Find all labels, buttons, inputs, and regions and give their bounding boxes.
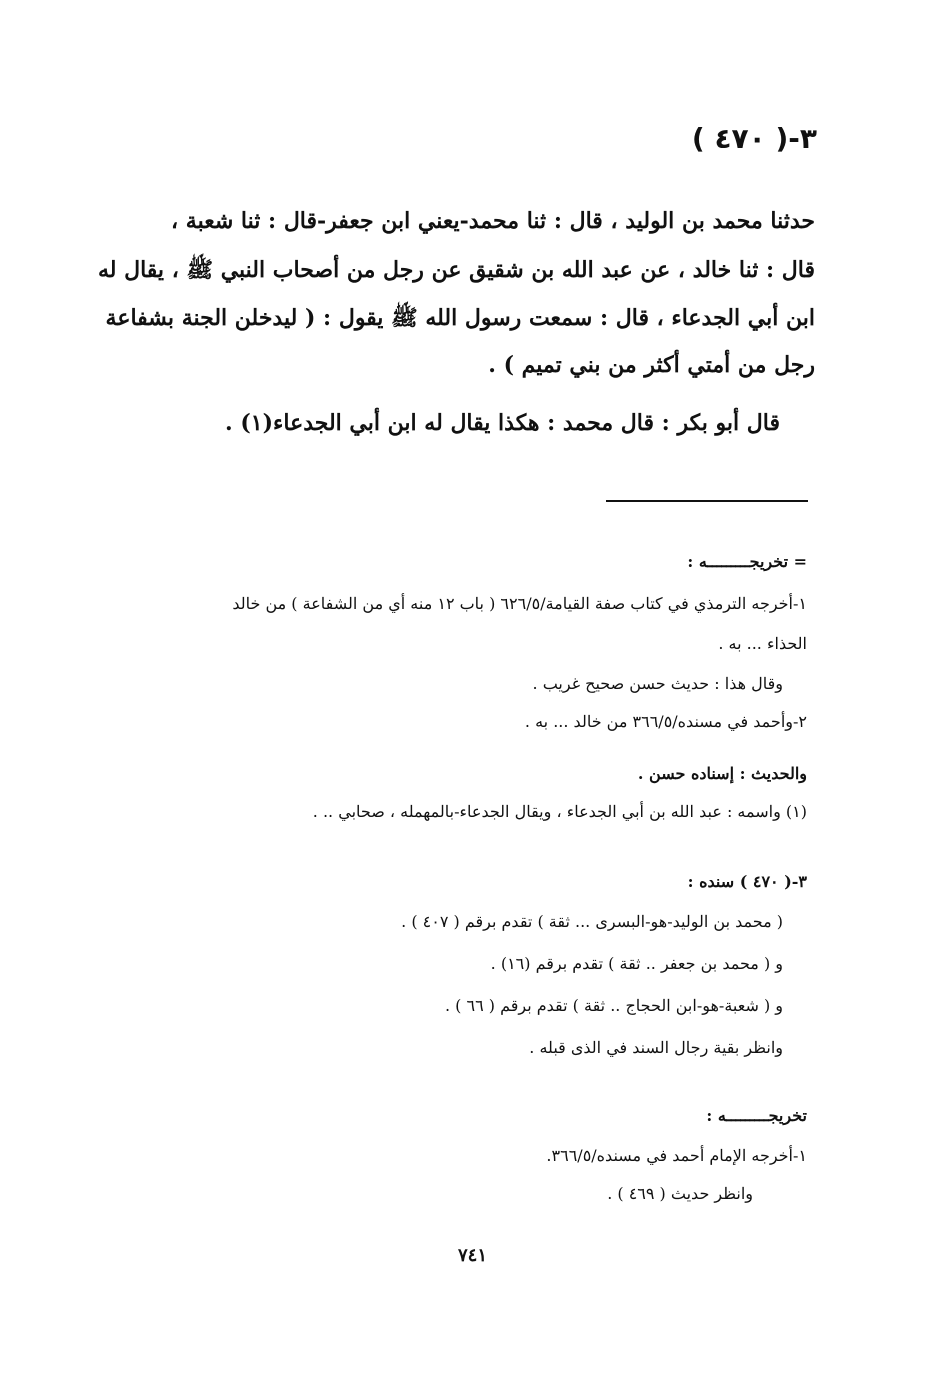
sanad-item-3: و ( شعبة-هو-ابن الحجاج .. ثقة ) تقدم برقم ( ٦٦ ) . <box>444 996 783 1015</box>
takhrij-item-1: ١-أخرجه الترمذي في كتاب صفة القيامة/٦٢٦/٥ ( باب ١٢ منه أي من الشفاعة ) من خالد <box>232 594 807 613</box>
takhrij-item-1-cont: الحذاء ... به . <box>718 634 807 653</box>
takhrij-2-item-1: ١-أخرجه الإمام أحمد في مسنده/٣٦٦/٥. <box>546 1146 807 1165</box>
sanad-item-2: و ( محمد بن جعفر .. ثقة ) تقدم برقم (١٦) . <box>490 954 783 973</box>
main-text-line-3: ابن أبي الجدعاء ، قال : سمعت رسول الله ﷺ يقول : ( ليدخلن الجنة بشفاعة <box>105 305 815 331</box>
takhrij-2-header: تخريجـــــــــه : <box>706 1106 807 1125</box>
main-text-line-2: قال : ثنا خالد ، عن عبد الله بن شقيق عن رجل من أصحاب النبي ﷺ ، يقال له <box>97 257 815 283</box>
takhrij-item-1-grade: وقال هذا : حديث حسن صحيح غريب . <box>532 674 783 693</box>
sanad-item-1: ( محمد بن الوليد-هو-البسرى ... ثقة ) تقدم برقم ( ٤٠٧ ) . <box>401 912 783 931</box>
sanad-header: ٣-( ٤٧٠ ) سنده : <box>687 872 807 891</box>
footnote-1: (١) واسمه : عبد الله بن أبي الجدعاء ، ويقال الجدعاء-بالمهمله ، صحابي .. . <box>312 802 807 821</box>
footnote-divider <box>606 500 808 502</box>
takhrij-header: = تخريجـــــــــه : <box>687 552 807 571</box>
page-number: ٧٤١ <box>457 1245 487 1266</box>
hadith-status: والحديث : إسناده حسن . <box>637 764 807 783</box>
main-text-line-1: حدثنا محمد بن الوليد ، قال : ثنا محمد-يعني ابن جعفر-قال : ثنا شعبة ، <box>171 208 815 234</box>
takhrij-item-2: ٢-وأحمد في مسنده/٣٦٦/٥ من خالد ... به . <box>524 712 807 731</box>
takhrij-2-item-2: وانظر حديث ( ٤٦٩ ) . <box>607 1184 753 1203</box>
sanad-item-4: وانظر بقية رجال السند في الذى قبله . <box>529 1038 783 1057</box>
main-text-line-4: رجل من أمتي أكثر من بني تميم ) . <box>488 352 815 378</box>
hadith-number-heading: ( ٤٧٠ )-٣ <box>691 122 817 155</box>
main-text-line-5: قال أبو بكر : قال محمد : هكذا يقال له ابن أبي الجدعاء(١) . <box>225 410 780 436</box>
